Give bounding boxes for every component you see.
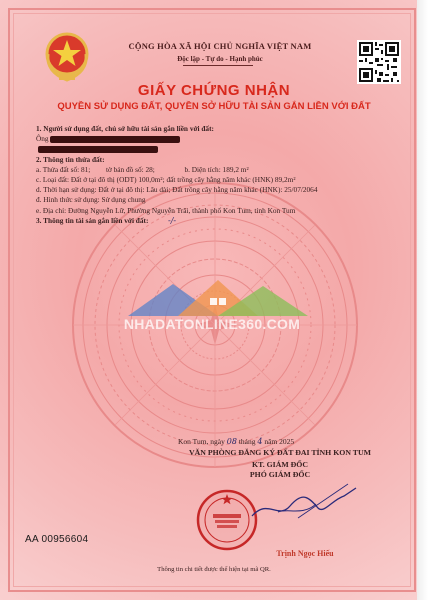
- owner-line-2: [36, 144, 396, 154]
- certificate-title: GIẤY CHỨNG NHẬN: [137, 82, 291, 99]
- national-motto: Độc lập - Tự do - Hạnh phúc: [177, 55, 263, 63]
- qr-code-icon[interactable]: [357, 40, 401, 84]
- section3-value: -/-: [168, 215, 177, 225]
- year-label: năm 2025: [264, 437, 295, 446]
- scan-edge: [417, 0, 428, 600]
- redacted-owner-info: [38, 146, 158, 153]
- owner-prefix: Ông: [36, 134, 49, 144]
- parcel-line: [36, 165, 396, 175]
- signer-role-2: PHÓ GIÁM ĐỐC: [249, 470, 311, 479]
- parcel-number: a. Thửa đất số: 81;: [36, 164, 91, 174]
- serial-number: AA 00956604: [25, 534, 89, 545]
- watermark-text: NHADATONLINE360.COM: [123, 316, 301, 332]
- usage-duration: d. Thời hạn sử dụng: Đất ở tại đô thị: Lâu dài; Đất trồng cây hằng năm khác (HNK): 25/07/2064: [36, 185, 318, 195]
- signer-role-1: KT. GIÁM ĐỐC: [252, 460, 308, 469]
- house-logo-icon: [118, 276, 318, 316]
- land-type: c. Loại đất: Đất ở tại đô thị (ODT) 100,0m²; đất trồng cây hằng năm khác (HNK) 89,2m²: [36, 175, 296, 185]
- certificate-subtitle: QUYỀN SỬ DỤNG ĐẤT, QUYỀN SỞ HỮU TÀI SẢN GẮN LIỀN VỚI ĐẤT: [57, 101, 371, 112]
- signing-month: 4: [257, 437, 263, 446]
- signing-day: 08: [226, 437, 237, 446]
- signing-place: Kon Tum, ngày: [178, 437, 225, 446]
- owner-line-1: [36, 134, 396, 144]
- section1-heading: 1. Người sử dụng đất, chủ sở hữu tài sản gắn liền với đất:: [36, 124, 214, 133]
- certificate-body: [36, 124, 396, 226]
- map-sheet-number: tờ bản đồ số: 28;: [105, 164, 155, 174]
- section3-line: [36, 216, 396, 226]
- national-emblem-icon: [42, 30, 92, 84]
- section2-heading: 2. Thông tin thửa đất:: [36, 154, 105, 164]
- nation-name: CỘNG HÒA XÃ HỘI CHỦ NGHĨA VIỆT NAM: [128, 41, 312, 51]
- motto-underline: [183, 65, 253, 66]
- issuing-office: VĂN PHÒNG ĐĂNG KÝ ĐẤT ĐAI TỈNH KON TUM: [189, 448, 371, 457]
- parcel-address: e. Địa chỉ: Đường Nguyễn Lữ, Phường Nguyễn Trãi, thành phố Kon Tum, tỉnh Kon Tum: [36, 205, 296, 215]
- handwritten-signature: [248, 478, 358, 528]
- signing-date: [178, 437, 398, 446]
- qr-footnote: Thông tin chi tiết được thể hiện tại mã QR.: [157, 566, 271, 573]
- parcel-area: b. Diện tích: 189,2 m²: [184, 164, 249, 174]
- redacted-owner-name: [50, 136, 180, 143]
- signer-name: Trịnh Ngọc Hiếu: [276, 549, 334, 558]
- section3-heading: 3. Thông tin tài sản gắn liền với đất:: [36, 215, 149, 225]
- month-label: tháng: [238, 437, 256, 446]
- usage-form: đ. Hình thức sử dụng: Sử dụng chung: [36, 195, 146, 205]
